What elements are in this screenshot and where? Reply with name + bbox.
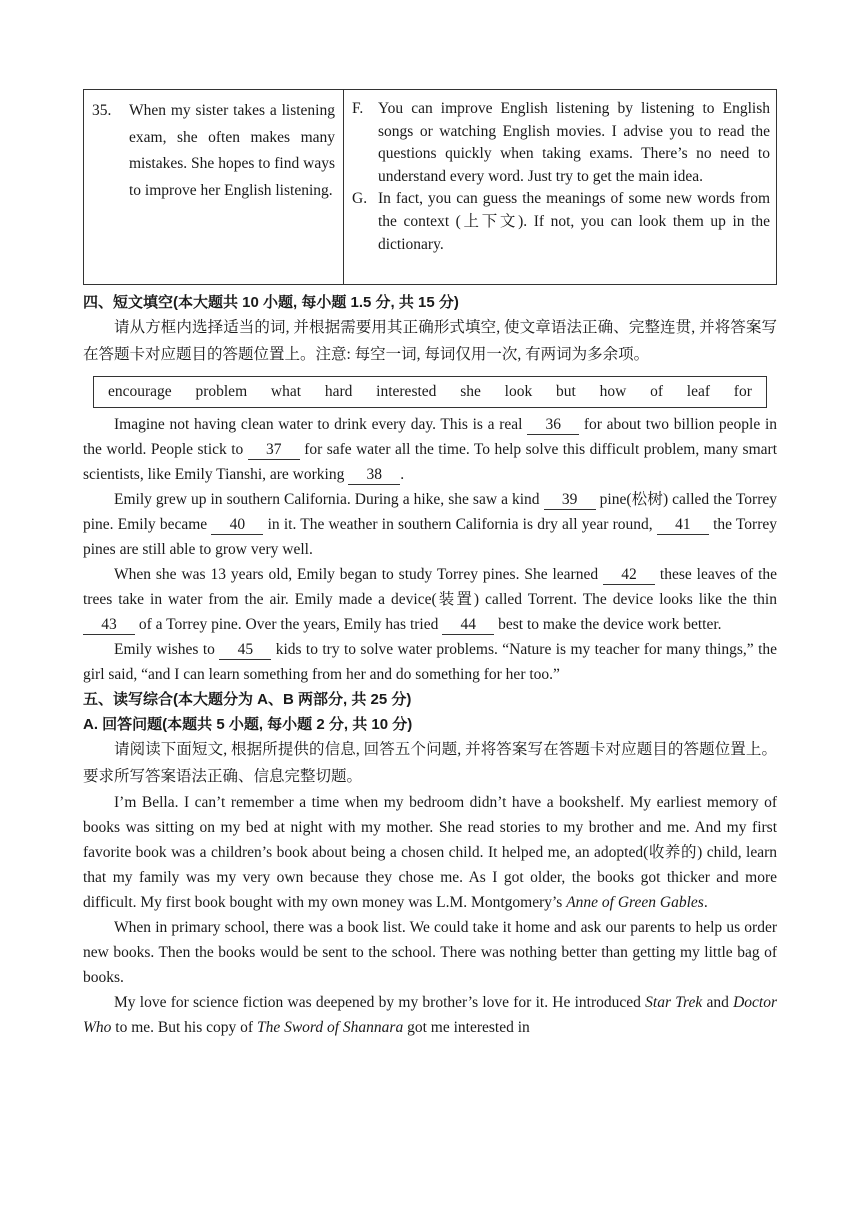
blank-42[interactable]: 42 (603, 565, 655, 585)
word-bank (93, 376, 767, 408)
text-run: Imagine not having clean water to drink every day. This is a real (114, 416, 523, 433)
word-bank-item: leaf (686, 383, 711, 400)
text-run: Emily wishes to (114, 641, 215, 658)
word-bank-item: what (270, 383, 302, 400)
blank-36[interactable]: 36 (527, 415, 579, 435)
word-bank-item: look (504, 383, 533, 400)
word-bank-item: encourage (108, 383, 172, 400)
reading-paragraph-2: When in primary school, there was a book list. We could take it home and ask our parents to help us order new books. Then the books would be sent to the school. There was nothing better than getting my little bag of books. (83, 919, 777, 986)
text-run: for about two billion people in the world. People stick to (83, 416, 778, 458)
text-run: to me. But his copy of (115, 1019, 254, 1036)
word-bank-item: of (650, 383, 663, 400)
reading-paragraph-3 (83, 990, 777, 1040)
show-title: Star Trek (645, 994, 703, 1011)
word-bank-item: interested (376, 383, 437, 400)
matching-table (83, 89, 777, 285)
word-bank-item: how (599, 383, 627, 400)
main-content (83, 290, 777, 1040)
blank-44[interactable]: 44 (442, 615, 494, 635)
text-run: . (703, 894, 708, 911)
blank-41[interactable]: 41 (657, 515, 709, 535)
text-run: for safe water all the time. To help solve this difficult problem, many smart scientists, like Emily Tianshi, are working (83, 441, 777, 483)
word-bank-item: problem (195, 383, 248, 400)
text-run: got me interested in (407, 1019, 530, 1036)
text-run: pine(松树) called the Torrey pine. Emily became (83, 491, 778, 533)
text-run: . (400, 466, 405, 483)
option-g (352, 188, 770, 256)
cloze-paragraph-2 (83, 487, 777, 562)
option-letter: F. (352, 100, 364, 117)
reading-paragraph-1 (83, 790, 777, 915)
section-4-instructions: 请从方框内选择适当的词, 并根据需要用其正确形式填空, 使文章语法正确、完整连贯, 并将答案写在答题卡对应题目的答题位置上。注意: 每空一词, 每词仅用一次, 有两词为多余项。 (83, 319, 777, 363)
cloze-paragraph-1 (83, 412, 777, 487)
book-title: Anne of Green Gables (566, 894, 704, 911)
option-f (352, 98, 770, 188)
text-run: of a Torrey pine. Over the years, Emily has tried (138, 616, 439, 633)
question-35-cell (84, 90, 344, 284)
text-run: Emily grew up in southern California. During a hike, she saw a kind (114, 491, 540, 508)
blank-37[interactable]: 37 (248, 440, 300, 460)
section-4-heading: 四、短文填空(本大题共 10 小题, 每小题 1.5 分, 共 15 分) (83, 294, 459, 311)
text-run: the Torrey pines are still able to grow very well. (83, 516, 778, 558)
text-run: best to make the device work better. (498, 616, 722, 633)
question-text: When my sister takes a listening exam, she often makes many mistakes. She hopes to find ways to improve her English listening. (129, 102, 335, 199)
word-bank-item: but (556, 383, 576, 400)
blank-43[interactable]: 43 (83, 615, 135, 635)
word-bank-item: she (460, 383, 481, 400)
option-text: In fact, you can guess the meanings of some new words from the context (上下文). If not, you can look them up in the dictionary. (378, 190, 770, 253)
section-5-heading: 五、读写综合(本大题分为 A、B 两部分, 共 25 分) (83, 691, 412, 708)
show-title: Doctor Who (83, 994, 778, 1036)
word-bank-item: for (733, 383, 752, 400)
blank-38[interactable]: 38 (348, 465, 400, 485)
option-text: You can improve English listening by listening to English songs or watching English movies. I advise you to read the questions quickly when taking exams. There’s no need to understand every word. Just try to get the main idea. (378, 100, 770, 185)
cloze-paragraph-3 (83, 562, 777, 637)
text-run: these leaves of the trees take in water from the air. Emily made a device(装置) called Torrent. The device looks like the thin (83, 566, 778, 608)
text-run: kids to try to solve water problems. “Nature is my teacher for many things,” the girl said, “and I can learn something from her and do something for her too.” (83, 641, 778, 683)
section-5-instructions: 请阅读下面短文, 根据所提供的信息, 回答五个问题, 并将答案写在答题卡对应题目的答题位置上。要求所写答案语法正确、信息完整切题。 (83, 741, 777, 785)
text-run: My love for science fiction was deepened by my brother’s love for it. He introduced (114, 994, 641, 1011)
blank-40[interactable]: 40 (211, 515, 263, 535)
section-5a-heading: A. 回答问题(本题共 5 小题, 每小题 2 分, 共 10 分) (83, 716, 413, 733)
text-run: in it. The weather in southern California is dry all year round, (267, 516, 653, 533)
book-title: The Sword of Shannara (256, 1019, 404, 1036)
cloze-paragraph-4 (83, 637, 777, 687)
question-number: 35. (92, 102, 112, 119)
blank-45[interactable]: 45 (219, 640, 271, 660)
text-run: When she was 13 years old, Emily began to study Torrey pines. She learned (114, 566, 599, 583)
option-letter: G. (352, 190, 368, 208)
options-cell (344, 90, 776, 284)
text-run: and (706, 994, 729, 1011)
blank-39[interactable]: 39 (544, 490, 596, 510)
word-bank-item: hard (324, 383, 353, 400)
text-run: I’m Bella. I can’t remember a time when my bedroom didn’t have a bookshelf. My earliest memory of books was sitting on my bed at night with my mother. She read stories to my brother and me. And my first favorite book was a children’s book about being a chosen child. It helped me, an adopted(收养的) child, learn that my family was my very own because they chose me. As I got older, the books got thicker and more difficult. My first book bought with my own money was L.M. Montgomery’s (83, 794, 777, 911)
